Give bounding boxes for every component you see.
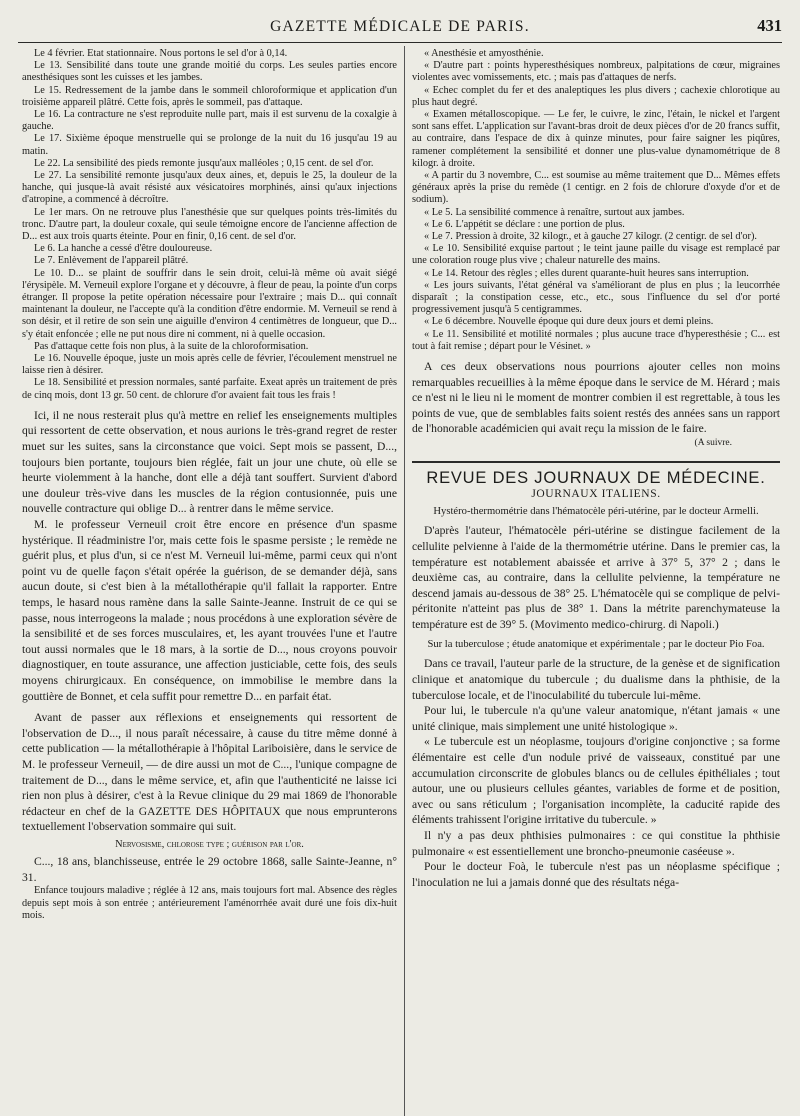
- paragraph: Dans ce travail, l'auteur parle de la structure, de la genèse et de signification clinique et anatomique du tubercule ; du dualisme dans la phthisie, de la tuberculose locale, et de l'inoculabilité du tubercule lui-même.: [412, 657, 780, 702]
- left-column: [22, 48, 397, 1114]
- section-subtitle: JOURNAUX ITALIENS.: [531, 488, 661, 501]
- quoted-paragraph: « Le 5. La sensibilité commence à renaître, surtout aux jambes.: [424, 206, 685, 218]
- quoted-paragraph: « Le 10. Sensibilité exquise partout ; le teint jaune paille du visage est remplacé par une coloration rouge plus vive ; chaleur naturelle des mains.: [412, 243, 780, 267]
- journal-title: GAZETTE MÉDICALE DE PARIS.: [270, 18, 530, 35]
- section-rule: [412, 461, 780, 463]
- page-header: [18, 8, 782, 38]
- paragraph: D'après l'auteur, l'hématocèle péri-utérine se distingue facilement de la cellulite pelvienne à l'aide de la thermométrie utérine. Dans le premier cas, la température est notablement abaissée et arrive à 37° 5, 37° 2 ; dans le deuxième cas, au contraire, dans la cellulite pelvienne, la température ne descend jamais au-dessous de 38° 25. L'hématocèle qui se complique de pelvi-péritonite n'atteint pas plus de 38° 1. Dans la métrite parenchymateuse la température est de 39° 5. (Movimento medico-chirurg. di Napoli.): [412, 524, 780, 632]
- section-title: REVUE DES JOURNAUX DE MÉDECINE.: [426, 469, 766, 488]
- column-divider: [404, 46, 405, 1116]
- right-column: [412, 48, 780, 1114]
- paragraph: Le 15. Redressement de la jambe dans le sommeil chloroformique et application d'un troisième appareil plâtré. Cette fois, après le sommeil, pas d'attaque.: [22, 84, 397, 108]
- paragraph: Le 1er mars. On ne retrouve plus l'anesthésie que sur quelques points très-limités du tronc. D'autre part, la douleur coxale, qui seule témoigne encore de l'ancienne affection de D... est aux trois quarts éteinte. Pour en finir, 0,16 cent. de sel d'or.: [22, 206, 397, 243]
- paragraph: Pas d'attaque cette fois non plus, à la suite de la chloroformisation.: [34, 340, 309, 352]
- quoted-paragraph: « Le 6 décembre. Nouvelle époque qui dure deux jours et demi pleins.: [424, 316, 714, 328]
- quoted-paragraph: « Les jours suivants, l'état général va s'améliorant de plus en plus ; la leucorrhée disparaît ; la constipation cesse, etc., etc., sous l'influence du sel d'or porté progressivement jusqu'à 5 centigrammes.: [412, 279, 780, 316]
- paragraph: C..., 18 ans, blanchisseuse, entrée le 29 octobre 1868, salle Sainte-Jeanne, n° 31.: [22, 855, 397, 884]
- paragraph: Le 7. Enlèvement de l'appareil plâtré.: [34, 255, 189, 267]
- page-number: 431: [757, 16, 782, 35]
- paragraph: Ici, il ne nous resterait plus qu'à mettre en relief les enseignements multiples qui ressortent de cette observation, et nous aurions le très-grand regret de rester muet sur les suites, sans la circonstance que voici. Sept mois se passent, D..., toujours bien portante, toujours bien réglée, fait un jour une chute, où elle se heurte violemment à la hanche, dont elle a déjà tant souffert. Survient d'abord une douleur très-vive dans les muscles de la région contusionnée, puis une nouvelle contracture qui oblige D... à rentrer dans le même service.: [22, 408, 397, 516]
- paragraph: Pour le docteur Foà, le tubercule n'est pas un néoplasme spécifique ; l'inoculation ne lui a jamais donné que des résultats néga-: [412, 860, 780, 889]
- paragraph: Le 27. La sensibilité remonte jusqu'aux deux aines, et, depuis le 25, la douleur de la hanche, qui jusque-là avait résisté aux vésicatoires morphinés, ainsi qu'aux injections d'atropine, a commencé à décroître.: [22, 170, 397, 206]
- article-title: Hystéro-thermométrie dans l'hématocèle péri-utérine, par le docteur Armelli.: [433, 505, 759, 517]
- article-title: Sur la tuberculose ; étude anatomique et expérimentale ; par le docteur Pio Foa.: [427, 638, 765, 650]
- paragraph: Avant de passer aux réflexions et enseignements qui ressortent de l'observation de D..., il nous paraît nécessaire, à cause du titre même donné à cette publication — la métallothérapie à l'hôpital Lariboisière, dans le service de M. le professeur Verneuil, — de dire aussi un mot de C..., l'unique compagne de traitement de D..., dans le même service, et, afin que l'authenticité ne laisse ici rien non plus à désirer, c'est à la Revue clinique du 29 mai 1869 de l'honorable rédacteur en chef de la GAZETTE DES HÔPITAUX que nous emprunterons textuellement l'observation sommaire qui suit.: [22, 711, 397, 834]
- quoted-paragraph: « Le 14. Retour des règles ; elles durent quarante-huit heures sans interruption.: [424, 267, 749, 279]
- observation-heading: Nervosisme, chlorose type ; guérison par l'or.: [115, 838, 304, 850]
- quoted-paragraph: « Anesthésie et amyosthénie.: [424, 48, 544, 59]
- paragraph: « Le tubercule est un néoplasme, toujours d'origine conjonctive ; sa forme élémentaire est celle d'un nodule privé de vaisseaux, constitué par une accumulation circonscrite de globules blancs ou de cellules épithéliales ; tout autour, une ou plusieurs cellules géantes, variables de forme et de position, avec ou sans réticulum ; l'organisation incomplète, la caducité rapide des éléments trahissent l'origine irritative du tubercule. »: [412, 735, 780, 827]
- paragraph: Il n'y a pas deux phthisies pulmonaires : ce qui constitue la phthisie pulmonaire « est essentiellement une broncho-pneumonie caséeuse ».: [412, 828, 780, 858]
- paragraph: Le 13. Sensibilité dans toute une grande moitié du corps. Les seules parties encore anesthésiques sont les cuisses et les jambes.: [22, 60, 397, 84]
- paragraph: A ces deux observations nous pourrions ajouter celles non moins remarquables recueillies à la même époque dans le service de M. Hérard ; mais ce n'est ni le lieu ni le moment de montrer combien il est regrettable, à tous les points de vue, que de semblables faits soient restés des années sans un rapport de l'honorable académicien qui avait reçu la mission de le faire.: [412, 360, 780, 436]
- paragraph: Pour lui, le tubercule n'a qu'une valeur anatomique, n'étant jamais « une unité clinique, mais simplement une unité histologique ».: [412, 704, 780, 733]
- paragraph: Le 16. La contracture ne s'est reproduite nulle part, mais il est survenu de la coxalgie à gauche.: [22, 109, 397, 133]
- quoted-paragraph: « Examen métalloscopique. — Le fer, le cuivre, le zinc, l'étain, le nickel et l'argent sont sans effet. L'application sur l'avant-bras droit de deux pièces d'or de 20 francs suffit, au contraire, dans l'espace de dix à quinze minutes, pour faire saigner les piqûres, ramener complétement la sensibilité et donner une plus-value dynamométrique de 8 kilogr. à droite.: [412, 109, 780, 169]
- paragraph: Le 4 février. Etat stationnaire. Nous portons le sel d'or à 0,14.: [34, 48, 288, 59]
- paragraph: Le 18. Sensibilité et pression normales, santé parfaite. Exeat après un traitement de près de cinq mois, dont 13 gr. 50 cent. de chlorure d'or avaient fait tous les frais !: [22, 377, 397, 401]
- quoted-paragraph: « Echec complet du fer et des analeptiques les plus divers ; cachexie chlorotique au plus haut degré.: [412, 84, 780, 108]
- a-suivre: (A suivre.: [694, 438, 732, 449]
- quoted-paragraph: « Le 11. Sensibilité et motilité normales ; plus aucune trace d'hyperesthésie ; C... est tout à fait remise ; départ pour le Vésinet. »: [412, 328, 780, 352]
- quoted-paragraph: « D'autre part : points hyperesthésiques nombreux, palpitations de cœur, migraines violentes avec vomissements, etc. ; mais pas d'attaques de nerfs.: [412, 60, 780, 84]
- quoted-paragraph: « A partir du 3 novembre, C... est soumise au même traitement que D... Mêmes effets généraux après la prise du remède (1 centigr. en 2 fois de chlorure d'oxyde d'or et de sodium).: [412, 170, 780, 206]
- paragraph: Le 16. Nouvelle époque, juste un mois après celle de février, l'écoulement menstruel ne laisse rien à désirer.: [22, 353, 397, 377]
- paragraph: M. le professeur Verneuil croit être encore en présence d'un spasme hystérique. Il réadministre l'or, mais cette fois le spasme persiste ; le remède ne guérit plus, et plus d'un, si ce n'est M. Verneuil lui-même, parmi ceux qui n'ont point vu de quelle façon s'était opérée la guérison, de se demander déjà, sans aucun doute, si c'est bien à la métallothérapie qu'il fallait la rapporter. Entre temps, le hasard nous ramène dans la salle Sainte-Jeanne. Instruit de ce qui se passe, nous interrogeons la malade ; nous procédons à une exploration sévère de la sensibilité et de ses forces musculaires, et, les ayant trouvées l'une et l'autre tout aussi normales que le 18 mars, à la sortie de D..., nous croyons pouvoir diagnostiquer, en toute assurance, une affection justiciable, cette fois, des seuls moyens chirurgicaux. En conséquence, on immobilise le membre dans la gouttière de Bonnet, et cela suffit pour remettre D... en parfait état.: [22, 518, 397, 703]
- paragraph: Le 22. La sensibilité des pieds remonte jusqu'aux malléoles ; 0,15 cent. de sel d'or.: [34, 157, 374, 169]
- quoted-paragraph: « Le 7. Pression à droite, 32 kilogr., et à gauche 27 kilogr. (2 centigr. de sel d'or).: [424, 231, 757, 243]
- quoted-paragraph: « Le 6. L'appétit se déclare : une portion de plus.: [424, 218, 625, 230]
- paragraph: Enfance toujours maladive ; réglée à 12 ans, mais toujours fort mal. Absence des règles depuis sept mois à son entrée ; antérieurement l'aménorrhée avait duré une fois dix-huit mois.: [22, 885, 397, 921]
- paragraph: Le 10. D... se plaint de souffrir dans le sein droit, celui-là même où avait siégé l'érysipèle. M. Verneuil explore l'organe et y découvre, à fleur de peau, la pointe d'un corps étranger. Il propose la petite opération nécessaire pour l'extraire ; mais D... qui connaît maintenant la douleur, ne l'accepte qu'à la condition d'être endormie. M. Verneuil se rend à son désir, et il retire de son sein une aiguille d'environ 4 centimètres de longueur, que D... s'y était enfoncée ; elle ne put nous dire ni comment, ni à quelle occasion.: [22, 267, 397, 340]
- paragraph: Le 6. La hanche a cessé d'être douloureuse.: [34, 243, 213, 255]
- paragraph: Le 17. Sixième époque menstruelle qui se prolonge de la nuit du 16 jusqu'au 19 au matin.: [22, 133, 397, 157]
- header-rule: [18, 42, 782, 43]
